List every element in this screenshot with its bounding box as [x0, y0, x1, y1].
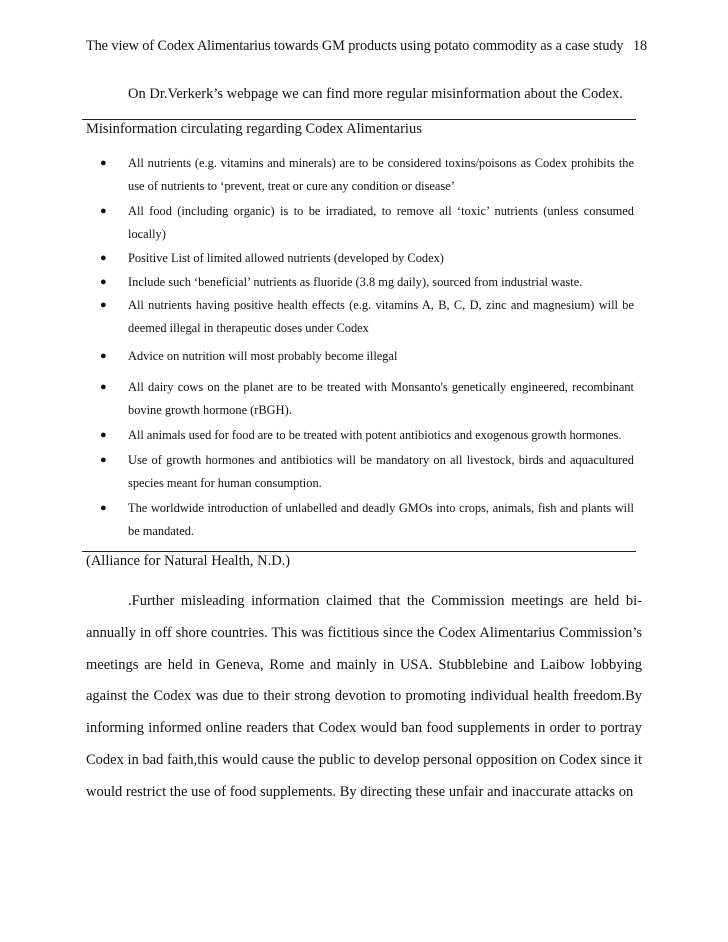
- body-paragraph: .Further misleading information claimed that the Commission meetings are held bi-annually in off shore countries. This was fictitious since the Codex Alimentarius Commission’s meetings are held in Geneva, Rome and mainly in USA. Stubblebine and Laibow lobbying against the Codex was due to their strong devotion to promoting individual health freedom.By informing informed online readers that Codex would ban food supplements in order to portray Codex in bad faith,this would cause the public to develop personal opposition on Codex since it would restrict the use of food supplements. By directing these unfair and inaccurate attacks on: [86, 593, 642, 800]
- list-item: [88, 376, 634, 422]
- list-item-text: All nutrients (e.g. vitamins and minerals) are to be considered toxins/poisons as Codex prohibits the use of nutrients to ‘prevent, treat or cure any condition or disease’: [128, 156, 634, 193]
- misinformation-list: [88, 152, 634, 543]
- page-number: 18: [632, 38, 648, 54]
- list-item: [88, 345, 634, 368]
- list-item-text: Positive List of limited allowed nutrients (developed by Codex): [128, 251, 444, 265]
- list-item-text: The worldwide introduction of unlabelled and deadly GMOs into crops, animals, fish and plants will be mandated.: [128, 501, 634, 538]
- list-item: [88, 449, 634, 495]
- list-item: [88, 497, 634, 543]
- box-bottom-rule: [82, 551, 636, 552]
- bullet-icon: ●: [100, 381, 107, 393]
- bullet-icon: ●: [100, 299, 107, 311]
- list-item: [88, 424, 634, 447]
- list-item: [88, 271, 634, 294]
- list-item-text: All dairy cows on the planet are to be treated with Monsanto's genetically engineered, recombinant bovine growth hormone (rBGH).: [128, 380, 634, 417]
- bullet-icon: ●: [100, 429, 107, 441]
- list-item-text: Advice on nutrition will most probably become illegal: [128, 349, 398, 363]
- source-citation: (Alliance for Natural Health, N.D.): [86, 553, 291, 569]
- bullet-icon: ●: [100, 454, 107, 466]
- bullet-icon: ●: [100, 205, 107, 217]
- box-top-rule: [82, 119, 636, 120]
- running-header: [86, 38, 656, 55]
- bullet-icon: ●: [100, 157, 107, 169]
- running-title: The view of Codex Alimentarius towards GM products using potato commodity as a case study: [86, 38, 624, 54]
- list-item-text: All nutrients having positive health effects (e.g. vitamins A, B, C, D, zinc and magnesium) will be deemed illegal in therapeutic doses under Codex: [128, 298, 634, 335]
- list-item-text: Include such ‘beneficial’ nutrients as fluoride (3.8 mg daily), sourced from industrial waste.: [128, 275, 583, 289]
- intro-sentence: On Dr.Verkerk’s webpage we can find more regular misinformation about the Codex.: [128, 86, 623, 102]
- bullet-icon: ●: [100, 350, 107, 362]
- list-item: [88, 247, 634, 270]
- list-item: [88, 200, 634, 246]
- box-title: Misinformation circulating regarding Codex Alimentarius: [86, 121, 422, 137]
- bullet-icon: ●: [100, 252, 107, 264]
- list-item-text: All animals used for food are to be treated with potent antibiotics and exogenous growth hormones.: [128, 428, 622, 442]
- list-item: [88, 294, 634, 340]
- list-item-text: All food (including organic) is to be irradiated, to remove all ‘toxic’ nutrients (unless consumed locally): [128, 204, 634, 241]
- bullet-icon: ●: [100, 276, 107, 288]
- list-item-text: Use of growth hormones and antibiotics will be mandatory on all livestock, birds and aquacultured species meant for human consumption.: [128, 453, 634, 490]
- bullet-icon: ●: [100, 502, 107, 514]
- list-item: [88, 152, 634, 198]
